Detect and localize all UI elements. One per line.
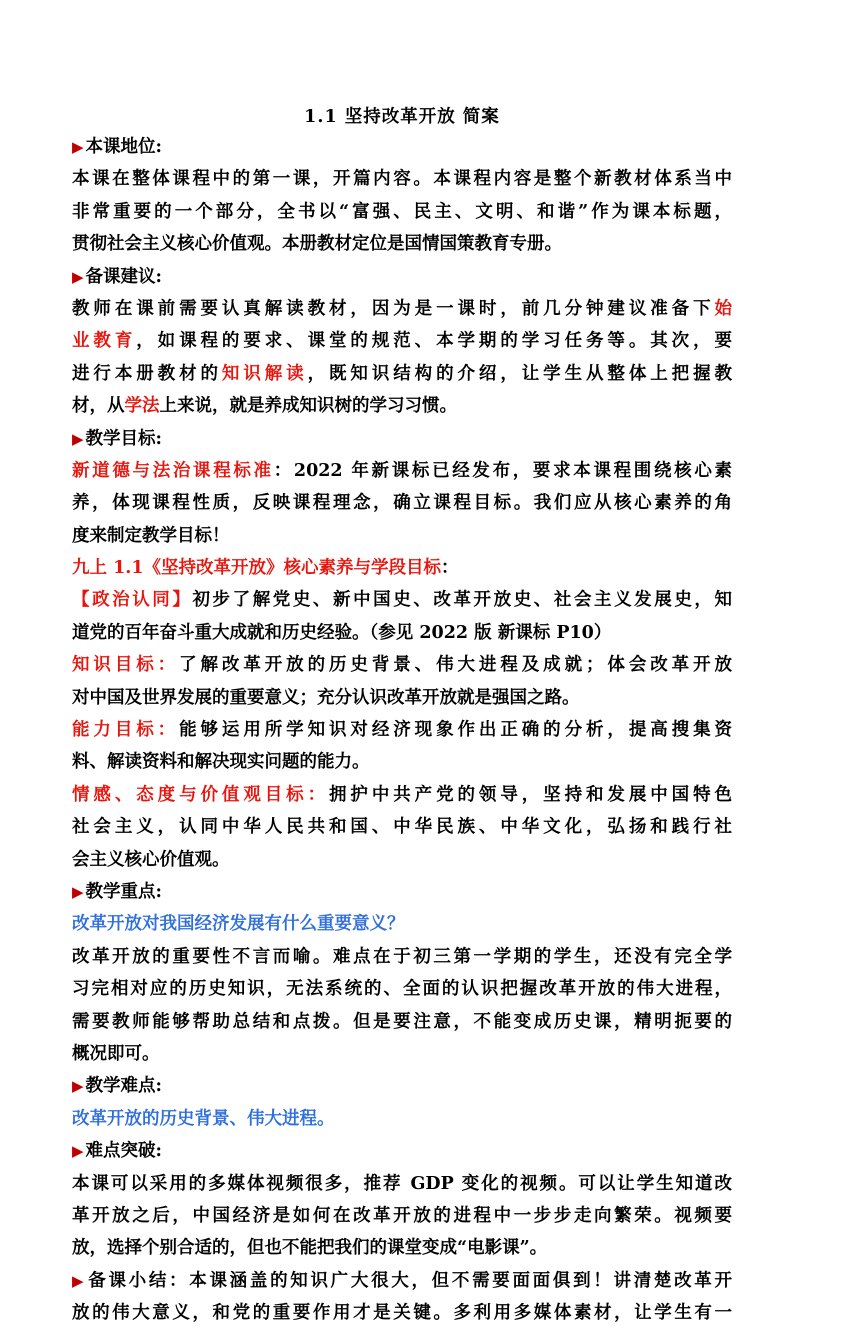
paragraph-line: 需要教师能够帮助总结和点拨。但是要注意，不能变成历史课，精明扼要的: [72, 1011, 732, 1032]
section-heading-prep-advice: ▶ 备课建议:: [72, 266, 163, 287]
paragraph-line: 料、解读资料和解决现实问题的能力。: [72, 752, 370, 773]
highlight-blue-question: 改革开放对我国经济发展有什么重要意义？: [72, 914, 405, 935]
section-summary-line: ▶ 备课小结：本课涵盖的知识广大很大，但不需要面面俱到！讲清楚改革开: [72, 1270, 732, 1291]
paragraph-line: 习完相对应的历史知识，无法系统的、全面的认识把握改革开放的伟大进程，: [72, 979, 732, 1000]
paragraph-line: 改革开放的重要性不言而喻。难点在于初三第一学期的学生，还没有完全学: [72, 946, 732, 967]
paragraph-line: 放，选择个别合适的，但也不能把我们的课堂变成“电影课”。: [72, 1238, 548, 1259]
paragraph-line: 道党的百年奋斗重大成就和历史经验。（参见 2022 版 新课标 P10）: [72, 622, 612, 643]
paragraph-line: 放的伟大意义，和党的重要作用才是关键。多利用多媒体素材，让学生有一: [72, 1303, 732, 1324]
section-heading-teaching-goals: ▶ 教学目标:: [72, 428, 163, 449]
paragraph-line: 非常重要的一个部分，全书以“富强、民主、文明、和谐”作为课本标题，: [72, 201, 732, 222]
paragraph-line: 材，从学法上来说，就是养成知识树的学习习惯。: [72, 396, 457, 417]
section-heading-course-position: ▶ 本课地位:: [72, 137, 163, 157]
paragraph-line: 会主义核心价值观。: [72, 849, 230, 870]
triangle-bullet-icon: ▶: [72, 882, 84, 901]
paragraph-line: 教师在课前需要认真解读教材，因为是一课时，前几分钟建议准备下始: [72, 298, 732, 319]
paragraph-line: 业教育，如课程的要求、课堂的规范、本学期的学习任务等。其次，要: [72, 331, 732, 352]
paragraph-line: 情感、态度与价值观目标：拥护中共产党的领导，坚持和发展中国特色: [72, 784, 732, 805]
triangle-bullet-icon: ▶: [72, 429, 84, 448]
paragraph-line: 革开放之后，中国经济是如何在改革开放的进程中一步步走向繁荣。视频要: [72, 1205, 732, 1226]
paragraph-line: 养，体现课程性质，反映课程理念，确立课程目标。我们应从核心素养的角: [72, 493, 732, 514]
section-heading-key-points: ▶ 教学重点:: [72, 881, 163, 902]
triangle-bullet-icon: ▶: [72, 138, 84, 156]
paragraph-line: 度来制定教学目标！: [72, 525, 230, 546]
paragraph-line: 贯彻社会主义核心价值观。本册教材定位是国情国策教育专册。: [72, 234, 562, 255]
highlight-red: 【政治认同】: [72, 590, 193, 611]
paragraph-line: 本课在整体课程中的第一课，开篇内容。本课程内容是整个新教材体系当中: [72, 169, 732, 190]
paragraph-line: 进行本册教材的知识解读，既知识结构的介绍，让学生从整体上把握教: [72, 363, 732, 384]
paragraph-line: 【政治认同】初步了解党史、新中国史、改革开放史、社会主义发展史，知: [72, 590, 732, 611]
paragraph-line: 社会主义，认同中华人民共和国、中华民族、中华文化，弘扬和践行社: [72, 817, 732, 838]
highlight-red: 知识目标：: [72, 655, 180, 676]
paragraph-line: 能力目标：能够运用所学知识对经济现象作出正确的分析，提高搜集资: [72, 720, 732, 741]
section-heading-difficulties: ▶ 教学难点:: [72, 1076, 163, 1097]
document-title: 1.1 坚持改革开放 简案: [304, 107, 500, 127]
paragraph-line: 知识目标：了解改革开放的历史背景、伟大进程及成就；体会改革开放: [72, 655, 732, 676]
paragraph-line: 概况即可。: [72, 1043, 160, 1064]
highlight-red: 能力目标：: [72, 720, 180, 741]
triangle-bullet-icon: ▶: [72, 1077, 84, 1096]
highlight-red: 新道德与法治课程标准: [72, 460, 274, 481]
highlight-red: 业教育: [72, 331, 137, 352]
paragraph-line: 本课可以采用的多媒体视频很多，推荐 GDP 变化的视频。可以让学生知道改: [72, 1173, 732, 1194]
triangle-bullet-icon: ▶: [72, 1271, 87, 1290]
section-heading-breakthrough: ▶ 难点突破:: [72, 1141, 163, 1162]
triangle-bullet-icon: ▶: [72, 267, 84, 286]
paragraph-line: 九上 1.1《坚持改革开放》核心素养与学段目标：: [72, 558, 459, 579]
highlight-red: 知识解读: [221, 363, 308, 384]
highlight-red: 始: [714, 298, 732, 319]
lesson-plan-page: [72, 104, 732, 1329]
paragraph-line: 对中国及世界发展的重要意义；充分认识改革开放就是强国之路。: [72, 687, 580, 708]
triangle-bullet-icon: ▶: [72, 1142, 84, 1161]
paragraph-line: 新道德与法治课程标准：2022 年新课标已经发布，要求本课程围绕核心素: [72, 460, 732, 481]
highlight-blue-text: 改革开放的历史背景、伟大进程。: [72, 1108, 335, 1129]
highlight-red: 情感、态度与价值观目标：: [72, 784, 329, 805]
highlight-red: 学法: [124, 396, 160, 417]
highlight-red: 九上 1.1《坚持改革开放》核心素养与学段目标: [72, 558, 442, 579]
